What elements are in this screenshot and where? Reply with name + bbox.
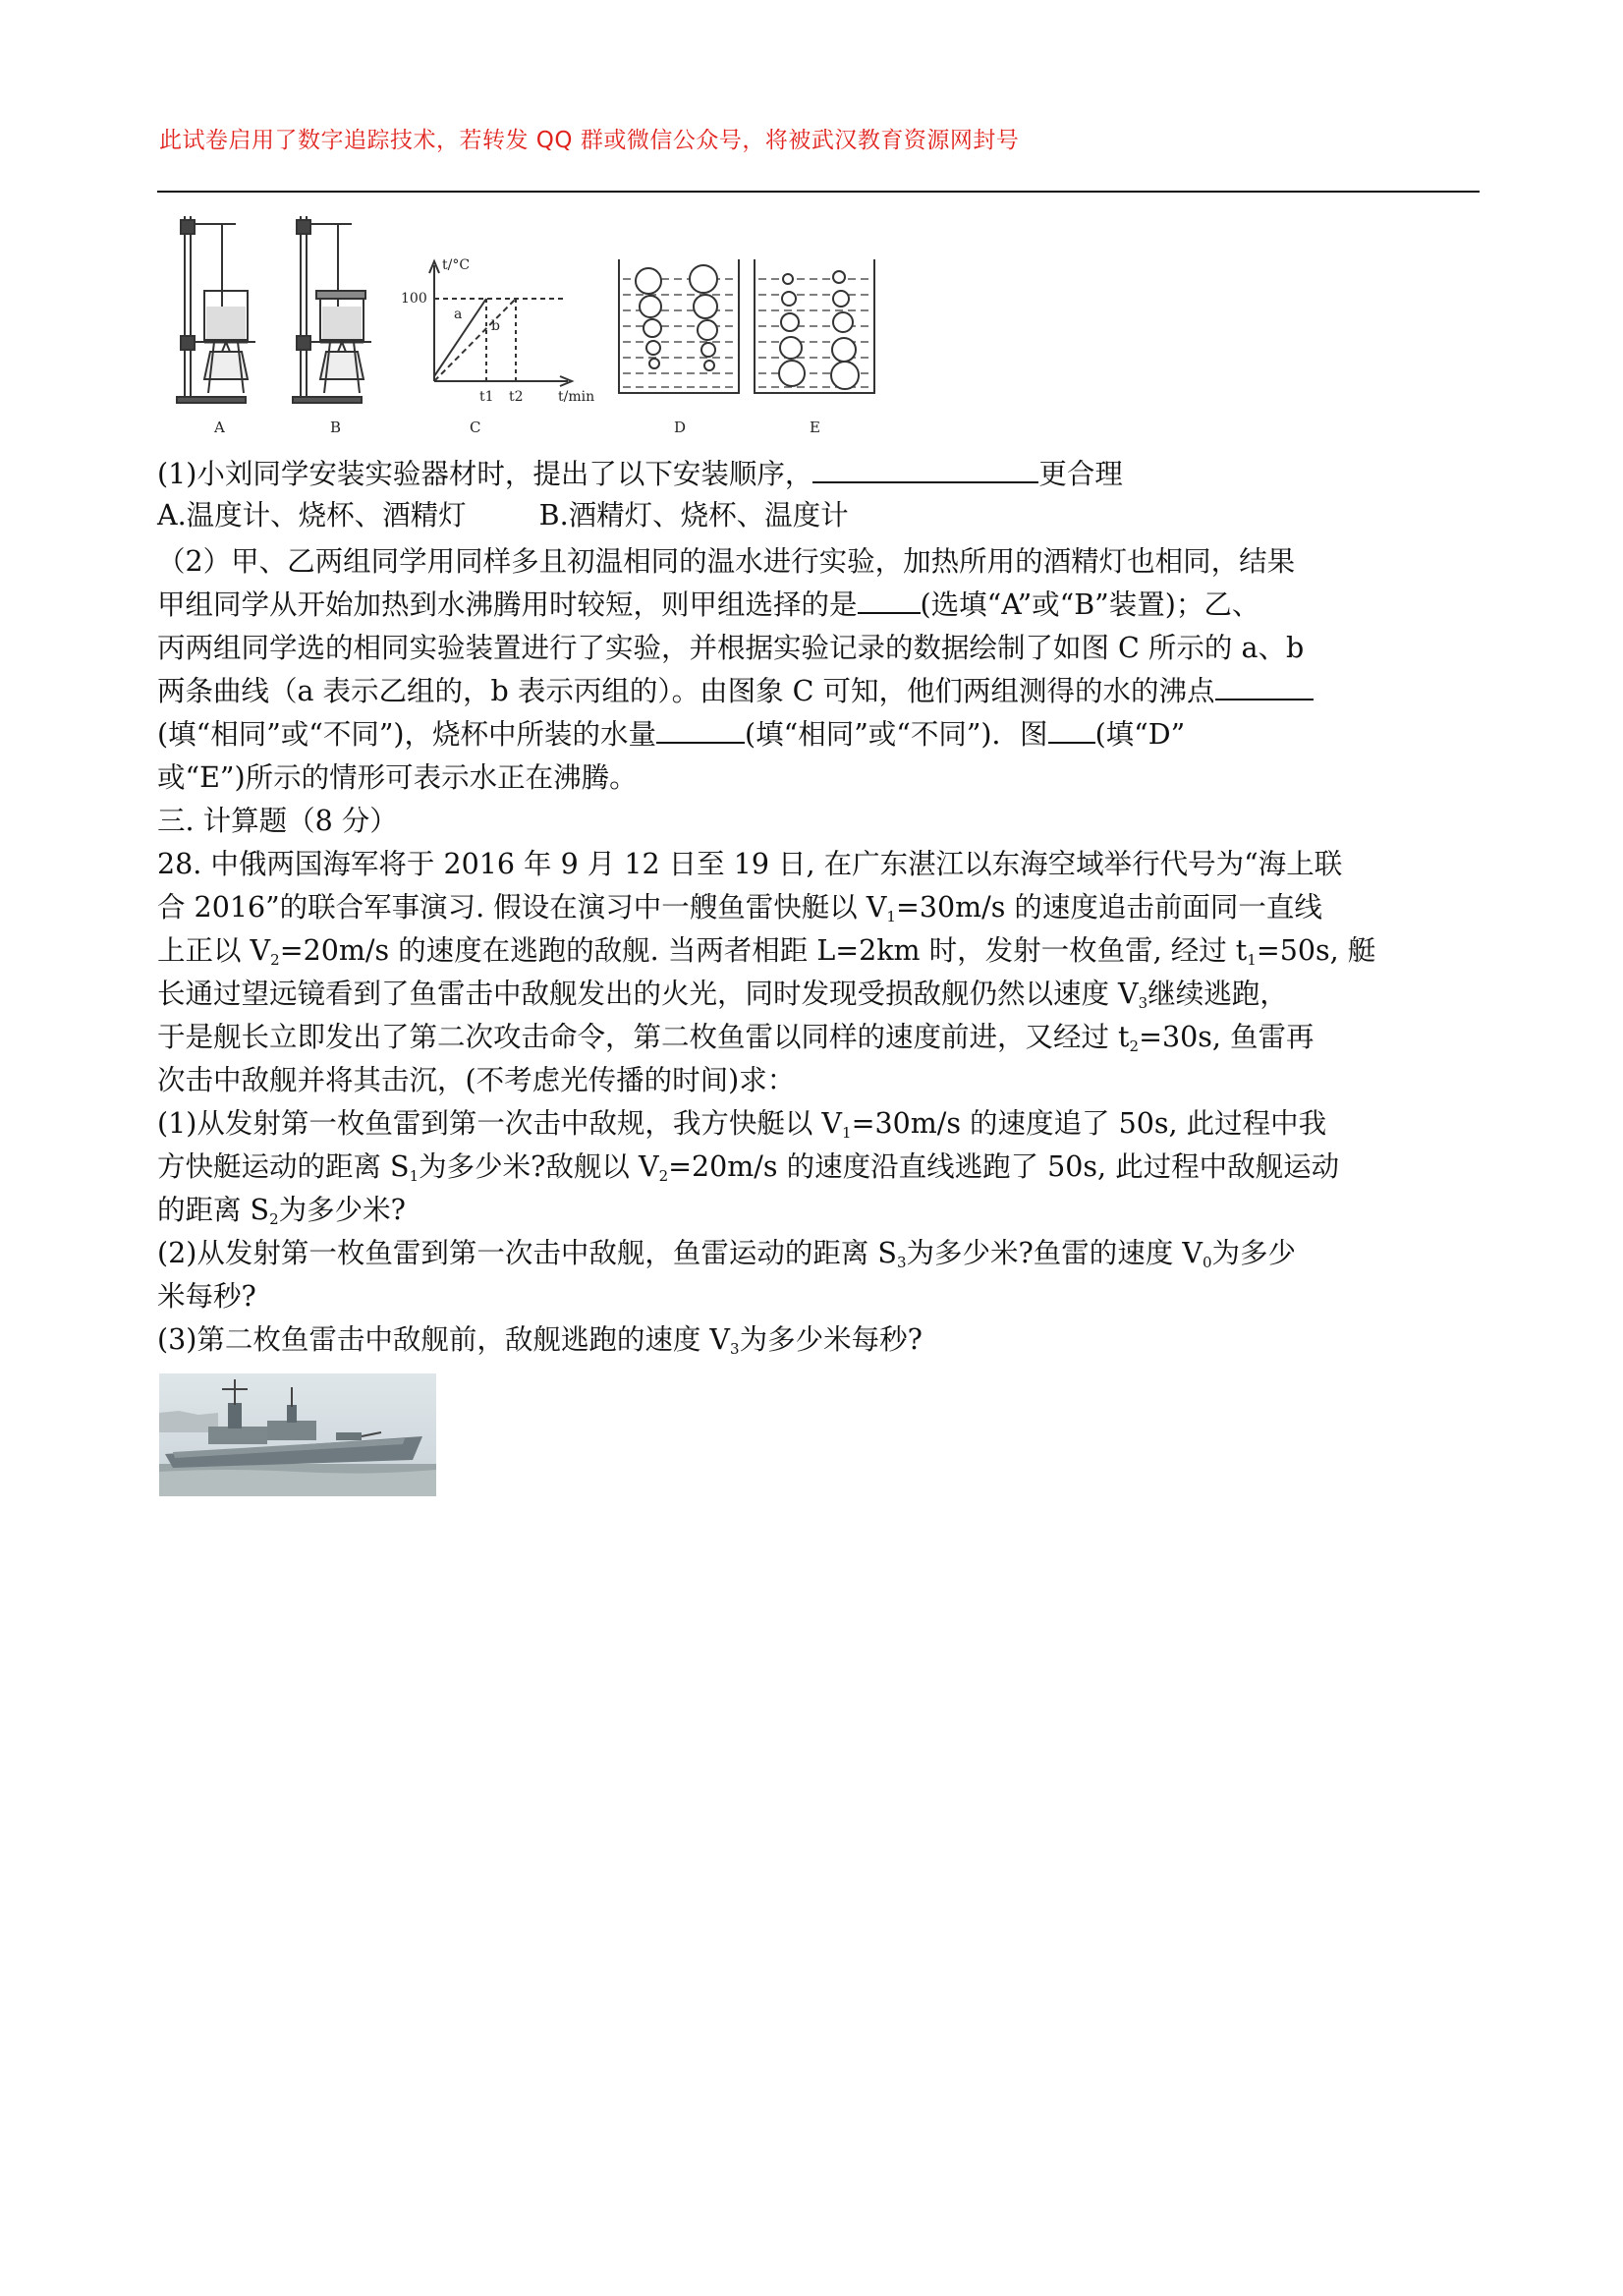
curve-b-label: b [491, 318, 500, 334]
q1-answer-blank[interactable] [812, 456, 1038, 483]
graph-c [429, 261, 572, 386]
watermark-notice: 此试卷启用了数字追踪技术，若转发 QQ 群或微信公众号，将被武汉教育资源网封号 [159, 128, 1020, 153]
q2-line-2: 甲组同学从开始加热到水沸腾用时较短，则甲组选择的是 (选填“A”或“B”装置)；乙、 [157, 588, 1260, 621]
q28-part2-line-1: (2)从发射第一枚鱼雷到第一次击中敌舰，鱼雷运动的距离 $S_3$为多少米?鱼雷的速度 $V_0$为多少 [157, 1237, 1296, 1271]
label-d: D [674, 419, 687, 436]
q28-part3: (3)第二枚鱼雷击中敌舰前，敌舰逃跑的速度 $V_3$为多少米每秒? [157, 1323, 923, 1358]
warship-photo [159, 1373, 436, 1496]
label-b: B [330, 419, 342, 436]
q1-option-a: A.温度计、烧杯、酒精灯 [157, 499, 467, 532]
q1-option-b: B.酒精灯、烧杯、温度计 [538, 499, 849, 532]
label-c: C [470, 419, 481, 436]
beaker-e [755, 259, 874, 393]
q1-options [157, 497, 849, 534]
q2-blank-2[interactable] [1215, 673, 1314, 700]
graph-y-axis-label: t/°C [442, 257, 471, 273]
q28-line-3: 上正以 $V_2=20m/s$ 的速度在逃跑的敌舰. 当两者相距 L=2km 时，发射一枚鱼雷, 经过 $t_1=50s$, 艇 [157, 934, 1376, 969]
q28-line-6: 次击中敌舰并将其击沉，(不考虑光传播的时间)求： [157, 1064, 796, 1096]
q28-line-1: 28. 中俄两国海军将于 2016 年 9 月 12 日至 19 日, 在广东湛江以东海空域举行代号为“海上联 [157, 848, 1343, 880]
apparatus-b [293, 216, 371, 403]
experiment-figures [157, 204, 1140, 444]
apparatus-a [177, 216, 255, 403]
q2-blank-4[interactable] [1048, 716, 1095, 744]
q2-line-3: 丙两组同学选的相同实验装置进行了实验，并根据实验记录的数据绘制了如图 C 所示的 a、b [157, 632, 1305, 664]
q2-line-1: （2）甲、乙两组同学用同样多且初温相同的温水进行实验，加热所用的酒精灯也相同，结果 [157, 545, 1296, 578]
beaker-d [619, 259, 739, 393]
q1-line: (1)小刘同学安装实验器材时，提出了以下安装顺序， 更合理 [157, 458, 1123, 490]
q28-line-4: 长通过望远镜看到了鱼雷击中敌舰发出的火光，同时发现受损敌舰仍然以速度 $V_3$继续逃跑， [157, 978, 1288, 1012]
label-e: E [810, 419, 820, 436]
q2-line-6: 或“E”)所示的情形可表示水正在沸腾。 [157, 761, 638, 794]
q28-part1-line-1: (1)从发射第一枚鱼雷到第一次击中敌规，我方快艇以 $V_1=30m/s$ 的速度追了 50s, 此过程中我 [157, 1107, 1327, 1142]
header-rule [157, 191, 1480, 193]
q28-part1-line-2: 方快艇运动的距离 $S_1$为多少米?敌舰以 $V_2=20m/s$ 的速度沿直线逃跑了 50s, 此过程中敌舰运动 [157, 1150, 1340, 1185]
graph-x-axis-label: t/min [558, 389, 595, 405]
q28-line-2: 合 2016”的联合军事演习. 假设在演习中一艘鱼雷快艇以 $V_1=30m/s$ 的速度追击前面同一直线 [157, 891, 1322, 925]
q28-part2-line-2: 米每秒? [157, 1280, 256, 1313]
q2-blank-3[interactable] [656, 716, 745, 744]
q2-blank-1[interactable] [858, 587, 921, 614]
q2-line-5: (填“相同”或“不同”)，烧杯中所装的水量 (填“相同”或“不同”)．图 (填“D” [157, 718, 1186, 751]
section-heading: 三. 计算题（8 分） [157, 805, 398, 837]
q28-line-5: 于是舰长立即发出了第二次攻击命令，第二枚鱼雷以同样的速度前进，又经过 $t_2=30s$, 鱼雷再 [157, 1021, 1315, 1055]
q28-part1-line-3: 的距离 $S_2$为多少米? [157, 1194, 406, 1228]
label-a: A [214, 419, 225, 436]
graph-y-tick: 100 [401, 291, 427, 307]
q2-line-4: 两条曲线（a 表示乙组的，b 表示丙组的）。由图象 C 可知，他们两组测得的水的沸点 [157, 673, 1314, 710]
curve-a-label: a [454, 307, 463, 322]
x-tick-t2: t2 [509, 389, 524, 405]
x-tick-t1: t1 [479, 389, 494, 405]
